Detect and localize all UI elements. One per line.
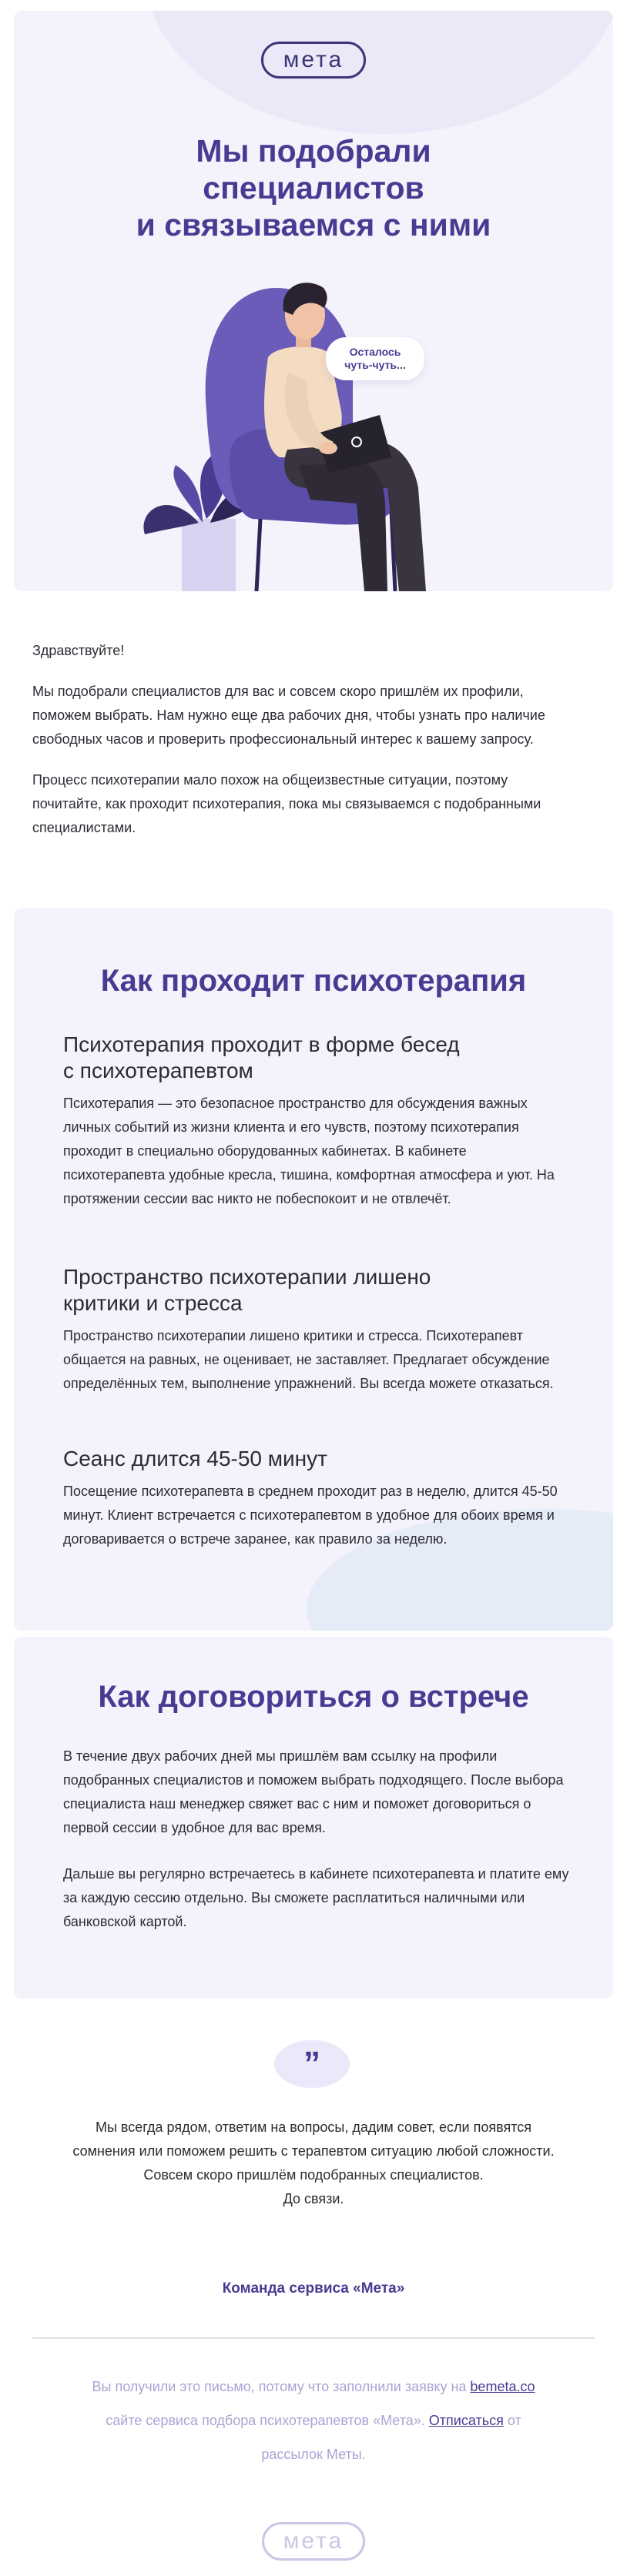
- intro-paragraph: Процесс психотерапии мало похож на общеизвестные ситуации, поэтому почитайте, как проходит психотерапия, пока мы связываемся с подобранными специалистами.: [32, 772, 542, 835]
- section-heading: [63, 1032, 572, 1084]
- meta-logo[interactable]: мета: [261, 42, 366, 79]
- bubble-text: чуть-чуть...: [344, 359, 406, 371]
- section-text: Психотерапия — это безопасное пространство для обсуждения важных личных событий из жизни клиента и его чувств, поэтому психотерапия проходит в специально оборудованных кабинетах. В кабинете психотерапевта удобные кресла, тишина, комфортная атмосфера и уют. На протяжении сессии вас никто не побеспокоит и не отвлечёт.: [63, 1096, 555, 1206]
- section-heading-line: критики и стресса: [63, 1291, 243, 1315]
- plant-pot: [182, 519, 236, 591]
- greeting: Здравствуйте!: [32, 643, 125, 658]
- divider: [32, 2337, 595, 2339]
- intro-paragraph: Мы подобрали специалистов для вас и совсем скоро пришлём их профили, поможем выбрать. Нам нужно еще два рабочих дня, чтобы узнать про наличие свободных часов и проверить профессиональный интерес к вашему запросу.: [32, 684, 545, 747]
- section-heading: [63, 1446, 572, 1472]
- hero-title: [45, 132, 582, 243]
- quote-icon: ”: [274, 2040, 350, 2088]
- section-heading-line: Пространство психотерапии лишено: [63, 1265, 431, 1289]
- footer-text-part: от рассылок Меты.: [261, 2413, 521, 2462]
- hero-background-shape: [145, 11, 613, 134]
- footer-text-part: Вы получили это письмо, потому что заполнили заявку на: [92, 2379, 471, 2394]
- closing-paragraph: Мы всегда рядом, ответим на вопросы, дадим совет, если появятся сомнения или поможем решить с терапевтом ситуацию любой сложности. Совсем скоро пришлём подобранных специалистов.: [72, 2119, 555, 2183]
- section-text: Посещение психотерапевта в среднем проходит раз в неделю, длится 45-50 минут. Клиент встречается с психотерапевтом в удобное для обоих время и договаривается о встрече заранее, как правило за неделю.: [63, 1484, 558, 1547]
- meeting-body: [63, 1745, 579, 1956]
- hero-title-line: и связываемся с ними: [136, 207, 491, 243]
- footer-text-part: сайте сервиса подбора психотерапевтов «Мета».: [106, 2413, 429, 2428]
- intro-section: [32, 639, 572, 857]
- section-text: Пространство психотерапии лишено критики и стресса. Психотерапевт общается на равных, не оценивает, не заставляет. Предлагает обсуждение определённых тем, выполнение упражнений. Вы всегда можете отказаться.: [63, 1328, 554, 1391]
- unsubscribe-link[interactable]: Отписаться: [428, 2413, 504, 2428]
- how-it-works-title: Как проходит психотерапия: [100, 964, 527, 998]
- person-on-armchair-illustration: [122, 257, 507, 591]
- meeting-card: [14, 1637, 613, 1999]
- signature: Команда сервиса «Мета»: [222, 2280, 405, 2297]
- hero-title-line: специалистов: [203, 170, 424, 206]
- farewell: До связи.: [283, 2191, 344, 2206]
- site-link[interactable]: bemeta.co: [470, 2379, 535, 2394]
- how-it-works-card: [14, 908, 613, 1631]
- section-heading-line: Психотерапия проходит в форме бесед: [63, 1032, 460, 1056]
- bubble-text: Осталось: [349, 346, 401, 358]
- section-heading-line: Сеанс длится 45-50 минут: [63, 1447, 327, 1470]
- meeting-paragraph: Дальше вы регулярно встречаетесь в кабинете психотерапевта и платите ему за каждую сессию отдельно. Вы сможете расплатиться наличными или банковской картой.: [63, 1866, 569, 1929]
- speech-bubble: [326, 337, 424, 380]
- section-heading-line: с психотерапевтом: [63, 1059, 253, 1082]
- hero-title-line: Мы подобрали: [196, 133, 431, 169]
- meeting-paragraph: В течение двух рабочих дней мы пришлём вам ссылку на профили подобранных специалистов и поможем выбрать подходящего. После выбора специалиста наш менеджер свяжет вас с ним и поможет договориться о первой сессии в удобное для вас время.: [63, 1748, 564, 1835]
- how-section: [63, 1446, 572, 1551]
- meeting-title: Как договориться о встрече: [98, 1680, 529, 1714]
- how-section: [63, 1032, 572, 1211]
- closing-text: [69, 2116, 558, 2211]
- footer-text: [77, 2370, 550, 2471]
- how-section: [63, 1264, 572, 1396]
- section-heading: [63, 1264, 572, 1316]
- hero-banner: [14, 11, 613, 591]
- footer-logo[interactable]: мета: [262, 2522, 365, 2561]
